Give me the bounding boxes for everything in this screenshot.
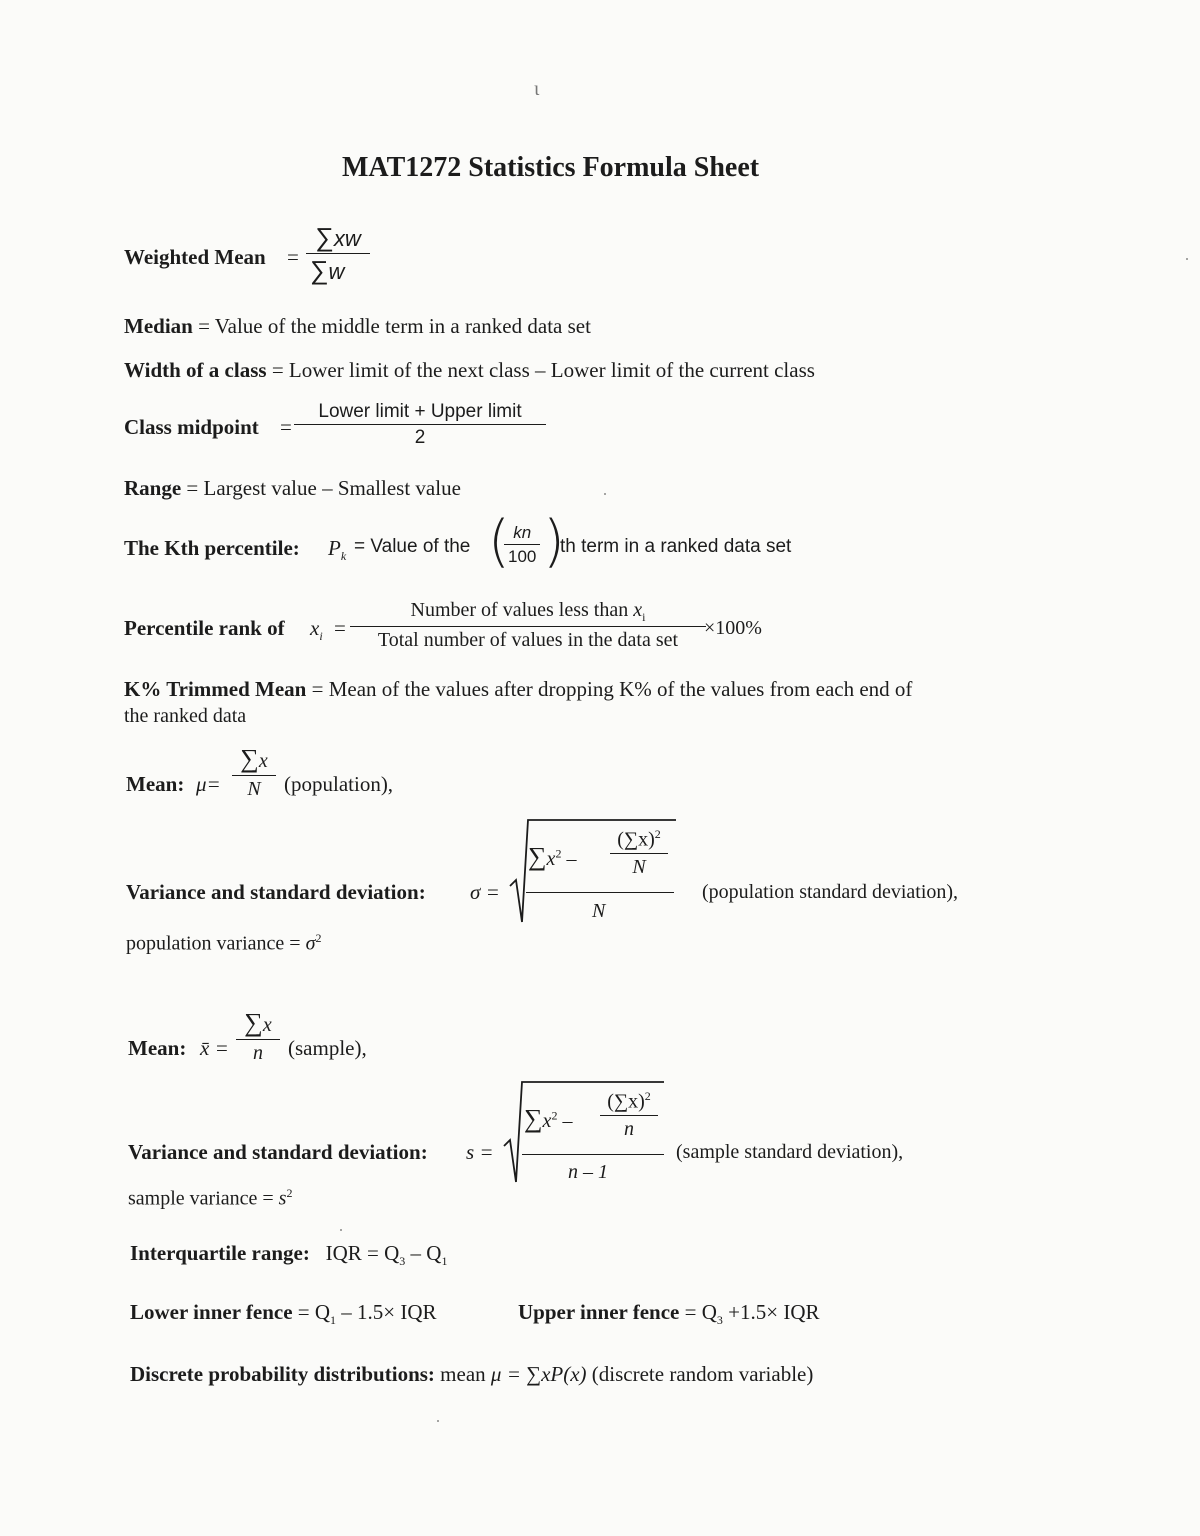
equals-sign: = (287, 245, 299, 269)
left-paren: ( (488, 509, 510, 574)
trimmed-mean-definition: = Mean of the values after dropping K% of the values from each end of (311, 677, 913, 701)
class-width-definition: = Lower limit of the next class – Lower limit of the current class (271, 358, 815, 382)
sample-variance-line: sample variance = $s^2$ (128, 1186, 293, 1210)
weighted-mean-label: Weighted Mean (124, 245, 266, 269)
population-mean-fraction: $\frac{\sum x}{N}$ (232, 746, 276, 799)
percentile-symbol: $P_k$ (328, 536, 347, 564)
iqr-label: Interquartile range: (130, 1241, 310, 1265)
denominator-n: N (592, 900, 606, 922)
percentile-rank-fraction: Number of values less than $x_i$ Total number of values in the data set (350, 600, 706, 650)
sample-note: (sample), (288, 1036, 367, 1060)
median-line (124, 314, 591, 339)
denominator: 2 (294, 424, 546, 447)
upper-fence-formula: = $Q_3 +1.5\times$ IQR (684, 1300, 820, 1328)
denominator: w (328, 259, 345, 284)
trimmed-mean-label: K% Trimmed Mean (124, 677, 307, 701)
trimmed-mean-line (124, 677, 912, 702)
class-width-label: Width of a class (124, 358, 267, 382)
scan-speck (340, 1229, 342, 1231)
fraction-bar (522, 1154, 664, 1155)
class-width-line (124, 358, 815, 383)
lower-fence-formula: = $Q_1 - 1.5\times$ IQR (297, 1300, 437, 1328)
numerator: kn (513, 523, 532, 542)
sample-sd-note: (sample standard deviation), (676, 1141, 904, 1163)
scan-speck (437, 1420, 439, 1422)
population-mean-label: Mean: (126, 772, 185, 796)
sum-x-squared: $\sum x^2$ – (528, 842, 577, 871)
lower-fence-label: Lower inner fence (130, 1300, 293, 1324)
lower-fence-line (130, 1300, 437, 1328)
sigma-symbol: ∑ (310, 255, 329, 285)
upper-fence-line (518, 1300, 820, 1328)
sample-mean-label: Mean: (128, 1036, 187, 1060)
percentile-label: The Kth percentile: (124, 536, 300, 560)
median-definition: = Value of the middle term in a ranked data set (198, 314, 591, 338)
mu-symbol: μ= (196, 772, 221, 796)
iqr-line (130, 1241, 447, 1269)
discrete-note: (discrete random variable) (591, 1362, 814, 1386)
inner-fraction: $\frac{(\sum x)^2}{N}$ (610, 828, 668, 877)
s-equals: s = (466, 1140, 494, 1164)
denominator: Total number of values in the data set (350, 626, 706, 650)
denominator-n-minus-1: n – 1 (568, 1161, 608, 1183)
sample-mean-fraction: $\frac{\sum x}{n}$ (236, 1010, 280, 1063)
scan-speck (1186, 258, 1188, 260)
median-label: Median (124, 314, 193, 338)
equals-sign: = (334, 616, 346, 640)
range-definition: = Largest value – Smallest value (186, 476, 461, 500)
sigma-equals: σ = (470, 880, 500, 904)
equals-sign: = (280, 415, 292, 439)
discrete-pre: mean (440, 1362, 486, 1386)
population-variance-label: Variance and standard deviation: (126, 880, 426, 904)
denominator: 100 (504, 544, 540, 565)
numerator: Number of values less than (410, 599, 629, 621)
sum-x-squared: $\sum x^2$ – (524, 1104, 573, 1133)
class-midpoint-fraction (294, 402, 546, 447)
percentile-post: th term in a ranked data set (560, 536, 792, 557)
times-100-percent: ×100% (704, 617, 762, 639)
numerator: xw (333, 226, 361, 251)
range-line (124, 476, 461, 501)
sample-variance-label: Variance and standard deviation: (128, 1140, 428, 1164)
upper-fence-label: Upper inner fence (518, 1300, 680, 1324)
discrete-label: Discrete probability distributions: (130, 1362, 435, 1386)
class-midpoint-label: Class midpoint (124, 415, 259, 439)
weighted-mean-fraction (306, 224, 370, 283)
trimmed-mean-continuation: the ranked data (124, 705, 247, 727)
population-note: (population), (284, 772, 394, 796)
page-mark: ι (534, 78, 540, 100)
percentile-rank-x: $x_i$ (310, 616, 323, 644)
percentile-rank-label: Percentile rank of (124, 616, 285, 640)
discrete-line (130, 1362, 813, 1387)
page-title: MAT1272 Statistics Formula Sheet (342, 152, 760, 183)
population-sd-note: (population standard deviation), (702, 881, 959, 903)
sigma-symbol: ∑ (315, 222, 334, 252)
x-bar-symbol: x̄ = (200, 1036, 229, 1060)
right-paren: ) (543, 509, 565, 574)
iqr-formula: IQR = $Q_3 - Q_1$ (325, 1241, 448, 1269)
inner-fraction: $\frac{(\sum x)^2}{n}$ (600, 1090, 658, 1139)
scan-speck (604, 493, 606, 495)
fraction-bar (526, 892, 674, 893)
discrete-formula: μ = ∑xP(x) (490, 1362, 587, 1386)
sum-x-squared-term: $(\sum x)^2$ (617, 827, 661, 851)
population-variance-line: population variance = $\sigma^2$ (126, 931, 322, 955)
percentile-fraction (504, 524, 540, 565)
percentile-pre: = Value of the (354, 536, 471, 557)
numerator: Lower limit + Upper limit (318, 401, 522, 422)
range-label: Range (124, 476, 182, 500)
